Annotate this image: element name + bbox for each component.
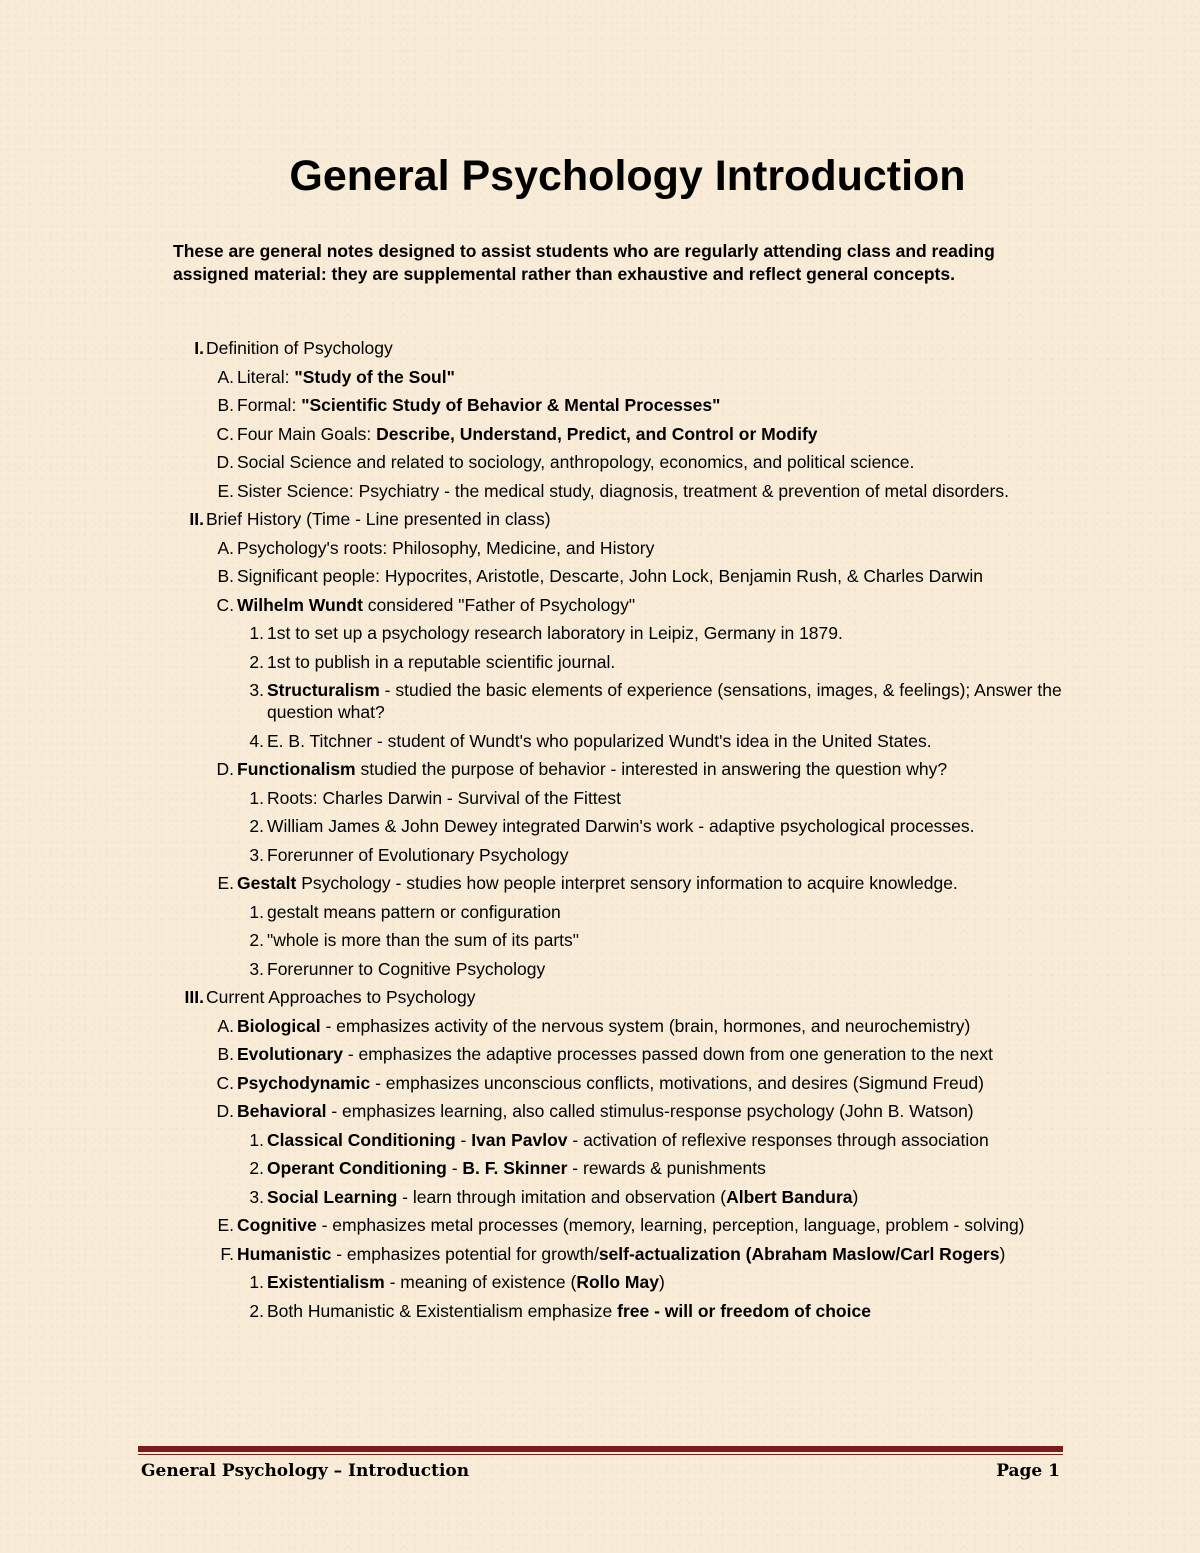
outline-marker: 2. xyxy=(249,1158,264,1178)
outline-marker: 4. xyxy=(249,730,264,751)
outline-marker: 1. xyxy=(249,623,264,643)
outline-text: Psychology's roots: Philosophy, Medicine, and History xyxy=(237,537,655,558)
outline-text-bold: Wilhelm Wundt xyxy=(237,594,363,615)
outline-text-bold: Social Learning xyxy=(267,1186,398,1207)
outline-text-bold: Cognitive xyxy=(237,1215,317,1235)
outline-marker: D. xyxy=(216,452,234,472)
outline-item-level-1 xyxy=(0,1072,1087,1094)
outline-item-level-1 xyxy=(0,423,1087,445)
outline-text: - emphasizes activity of the nervous system (brain, hormones, and neurochemistry) xyxy=(320,1015,971,1036)
outline-text: considered "Father of Psychology" xyxy=(362,594,636,615)
outline-text: ) xyxy=(658,1272,665,1292)
outline-item-level-2 xyxy=(0,651,1082,673)
outline-text: - activation of reflexive responses through association xyxy=(567,1129,989,1150)
intro-paragraph: These are general notes designed to assist students who are regularly attending class and reading assigned material: they are supplemental rather than exhaustive and reflect general concepts. xyxy=(173,241,995,284)
outline-text: Forerunner to Cognitive Psychology xyxy=(267,958,546,979)
outline-item-level-2 xyxy=(0,787,1082,809)
outline-marker: A. xyxy=(217,1015,234,1036)
outline-text: gestalt means pattern or configuration xyxy=(267,901,561,922)
outline-marker: 1. xyxy=(249,787,264,808)
outline-text-bold: Ivan Pavlov xyxy=(471,1129,568,1150)
outline-marker: 2. xyxy=(249,651,264,672)
outline-text: - studied the basic elements of experience (sensations, images, & feelings); Answer the question what? xyxy=(267,680,1062,722)
outline-text-bold: Existentialism xyxy=(267,1272,385,1292)
outline-text-bold: self-actualization (Abraham Maslow/Carl Rogers xyxy=(598,1243,1000,1264)
outline-marker: 1. xyxy=(249,901,264,922)
outline-marker: F. xyxy=(220,1243,234,1264)
outline-marker: 2. xyxy=(249,1300,264,1321)
outline-marker: C. xyxy=(216,594,234,615)
outline-item-level-1 xyxy=(0,537,1087,559)
outline-text: Definition of Psychology xyxy=(206,338,393,358)
outline-item-level-1 xyxy=(0,1015,1087,1037)
outline-marker: 3. xyxy=(249,844,264,865)
outline-item-level-1 xyxy=(0,1043,1087,1065)
outline-marker xyxy=(194,337,204,359)
outline-text-bold: Describe, Understand, Predict, and Control or Modify xyxy=(376,423,818,444)
outline-item-level-1 xyxy=(0,366,1087,388)
outline-text-bold: Rollo May xyxy=(576,1272,659,1292)
outline-item-level-2 xyxy=(0,730,1082,752)
outline-text: - xyxy=(446,1158,463,1178)
outline-text: "whole is more than the sum of its parts" xyxy=(267,930,580,950)
outline-marker-roman: I. xyxy=(194,338,204,358)
outline-text-bold: Gestalt xyxy=(237,873,297,893)
outline-text-bold: Humanistic xyxy=(237,1243,332,1264)
outline-item-level-1 xyxy=(0,451,1087,473)
outline-text: E. B. Titchner - student of Wundt's who popularized Wundt's idea in the United States. xyxy=(267,730,932,751)
outline-item-level-2 xyxy=(0,1271,1082,1293)
page-number: Page 1 xyxy=(996,1461,1060,1481)
outline-marker: D. xyxy=(216,759,234,779)
outline-marker: B. xyxy=(217,395,234,415)
outline-text: studied the purpose of behavior - interested in answering the question why? xyxy=(355,759,948,779)
outline-text: - emphasizes metal processes (memory, learning, perception, language, problem - solving) xyxy=(316,1215,1025,1235)
outline-item-level-2 xyxy=(0,901,1082,923)
outline-marker-roman: III. xyxy=(184,987,204,1007)
outline-item-level-1 xyxy=(0,565,1087,587)
outline-marker: A. xyxy=(217,366,234,387)
outline-text: William James & John Dewey integrated Darwin's work - adaptive psychological processes. xyxy=(267,816,975,836)
page-title: General Psychology Introduction xyxy=(289,152,966,200)
outline-list xyxy=(0,337,1200,1328)
outline-item-level-0 xyxy=(0,508,1076,530)
outline-marker: E. xyxy=(217,480,234,501)
outline-text-bold: Structuralism xyxy=(267,680,380,700)
outline-text-bold: "Scientific Study of Behavior & Mental Processes" xyxy=(301,395,721,415)
outline-text-bold: Classical Conditioning xyxy=(267,1129,456,1150)
outline-text-bold: Operant Conditioning xyxy=(267,1158,447,1178)
outline-text: Sister Science: Psychiatry - the medical study, diagnosis, treatment & prevention of metal disorders. xyxy=(237,480,1009,501)
outline-text-bold: B. F. Skinner xyxy=(462,1158,568,1178)
outline-marker: 2. xyxy=(249,930,264,950)
outline-item-level-0 xyxy=(0,986,1076,1008)
outline-item-level-2 xyxy=(0,1300,1082,1322)
outline-text: Forerunner of Evolutionary Psychology xyxy=(267,844,569,865)
outline-item-level-0 xyxy=(0,337,1076,359)
outline-item-level-2 xyxy=(0,679,1082,723)
outline-marker: B. xyxy=(217,566,234,586)
outline-marker: 3. xyxy=(249,1186,264,1207)
outline-marker: E. xyxy=(217,873,234,893)
outline-marker: 2. xyxy=(249,816,264,836)
footer-title: General Psychology – Introduction xyxy=(141,1461,470,1481)
outline-text: - emphasizes the adaptive processes passed down from one generation to the next xyxy=(343,1044,993,1064)
outline-text-bold: Functionalism xyxy=(237,759,356,779)
outline-marker: 1. xyxy=(249,1129,264,1150)
outline-marker: B. xyxy=(217,1044,234,1064)
outline-marker xyxy=(185,986,204,1008)
outline-item-level-2 xyxy=(0,929,1082,951)
outline-item-level-1 xyxy=(0,872,1087,894)
outline-text: 1st to publish in a reputable scientific journal. xyxy=(267,651,616,672)
outline-item-level-2 xyxy=(0,622,1082,644)
outline-text: - rewards & punishments xyxy=(567,1158,766,1178)
outline-marker xyxy=(189,508,204,530)
outline-text: Both Humanistic & Existentialism emphasize xyxy=(267,1300,618,1321)
outline-text: Brief History (Time - Line presented in class) xyxy=(206,509,551,529)
outline-text-bold: Behavioral xyxy=(237,1101,327,1121)
outline-text-bold: Psychodynamic xyxy=(237,1072,371,1093)
outline-marker: D. xyxy=(216,1101,234,1121)
outline-item-level-1 xyxy=(0,1243,1087,1265)
outline-text: ) xyxy=(999,1243,1006,1264)
outline-item-level-2 xyxy=(0,958,1082,980)
outline-text-bold: Biological xyxy=(237,1015,321,1036)
outline-item-level-1 xyxy=(0,480,1087,502)
outline-text: - xyxy=(455,1129,472,1150)
outline-item-level-2 xyxy=(0,1129,1082,1151)
outline-text: Social Science and related to sociology, anthropology, economics, and political science. xyxy=(237,452,915,472)
outline-text: Psychology - studies how people interpret sensory information to acquire knowledge. xyxy=(296,873,958,893)
outline-text: Significant people: Hypocrites, Aristotle, Descarte, John Lock, Benjamin Rush, & Charles Darwin xyxy=(237,566,984,586)
outline-text: - learn through imitation and observation ( xyxy=(397,1186,727,1207)
footer-rule-thin xyxy=(138,1454,1063,1455)
footer-rule xyxy=(138,1446,1063,1452)
outline-text: Four Main Goals: xyxy=(237,423,377,444)
outline-text: ) xyxy=(852,1186,859,1207)
outline-text: Current Approaches to Psychology xyxy=(206,987,476,1007)
outline-text: Roots: Charles Darwin - Survival of the Fittest xyxy=(267,787,622,808)
outline-marker: 1. xyxy=(249,1272,264,1292)
outline-item-level-2 xyxy=(0,1157,1082,1179)
outline-text-bold: free - will or freedom of choice xyxy=(617,1300,871,1321)
outline-item-level-1 xyxy=(0,758,1087,780)
outline-item-level-1 xyxy=(0,394,1087,416)
outline-text: - emphasizes unconscious conflicts, motivations, and desires (Sigmund Freud) xyxy=(370,1072,984,1093)
outline-item-level-2 xyxy=(0,1186,1082,1208)
outline-item-level-1 xyxy=(0,1100,1087,1122)
outline-marker: C. xyxy=(216,423,234,444)
outline-text: - meaning of existence ( xyxy=(384,1272,577,1292)
outline-marker: C. xyxy=(216,1072,234,1093)
outline-text: Literal: xyxy=(237,366,295,387)
outline-marker-roman: II. xyxy=(189,509,204,529)
outline-item-level-1 xyxy=(0,1214,1087,1236)
outline-marker: E. xyxy=(217,1215,234,1235)
outline-text: Formal: xyxy=(237,395,302,415)
outline-text: 1st to set up a psychology research laboratory in Leipiz, Germany in 1879. xyxy=(267,623,843,643)
outline-text-bold: "Study of the Soul" xyxy=(294,366,455,387)
outline-marker: 3. xyxy=(249,680,264,700)
outline-text: - emphasizes learning, also called stimulus-response psychology (John B. Watson) xyxy=(326,1101,974,1121)
outline-marker: A. xyxy=(217,537,234,558)
outline-item-level-1 xyxy=(0,594,1087,616)
outline-item-level-2 xyxy=(0,844,1082,866)
outline-text: - emphasizes potential for growth/ xyxy=(331,1243,599,1264)
outline-marker: 3. xyxy=(249,958,264,979)
outline-text-bold: Albert Bandura xyxy=(726,1186,853,1207)
outline-text-bold: Evolutionary xyxy=(237,1044,343,1064)
outline-item-level-2 xyxy=(0,815,1082,837)
